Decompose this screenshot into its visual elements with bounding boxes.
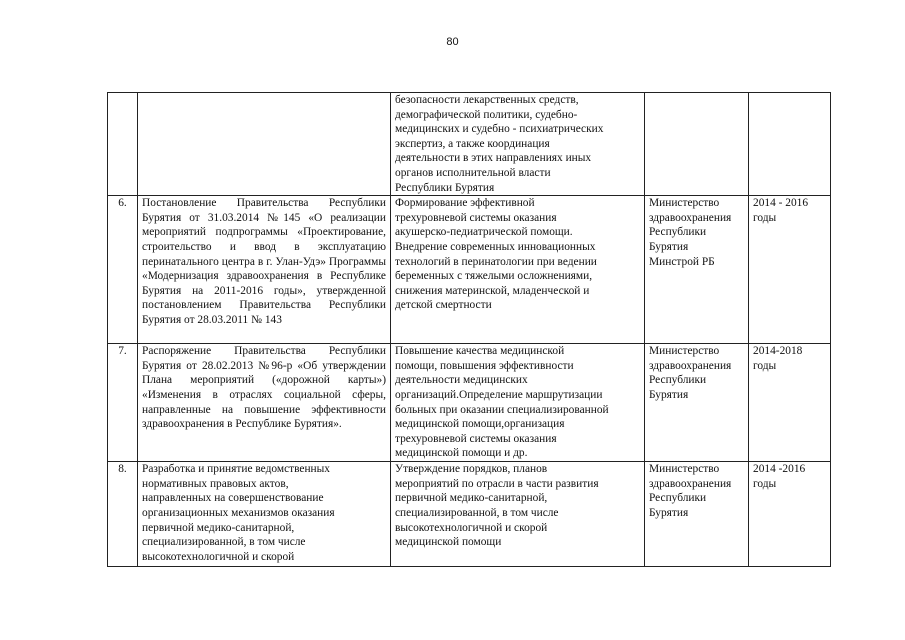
document-cell (138, 344, 391, 462)
document-text: Разработка и принятие ведомственных нормативных правовых актов, направленных на совершенствование организационных механизмов оказания первичной медико-санитарной, специализированной, в том числе высокотехнологичной и скорой (142, 463, 335, 563)
term-text: 2014 -2016 годы (753, 463, 806, 490)
document-text: Постановление Правительства Республики Бурятия от 31.03.2014 №145 «О реализации мероприятий подпрограммы «Проектирование, строительство и ввод в эксплуатацию перинатального центра в г. Улан-Удэ» Программы «Модернизация здравоохранения в Республике Бурятия на 2011-2016 годы», утвержденной постановлением Правительства Республики Бурятия от 28.03.2011 № 143 (142, 197, 386, 326)
goal-cell (391, 93, 645, 196)
document-cell (138, 196, 391, 344)
goal-text: Утверждение порядков, планов мероприятий по отрасли в части развития первичной медико-санитарной, специализированной, в том числе высокотехнологичной и скорой медицинской помощи (395, 463, 599, 549)
goal-cell (391, 344, 645, 462)
goal-cell (391, 196, 645, 344)
table-row (108, 462, 831, 567)
term-cell (749, 462, 831, 567)
executor-text: Министерство здравоохранения Республики Бурятия Минстрой РБ (649, 197, 732, 268)
table-row (108, 196, 831, 344)
term-text: 2014 - 2016 годы (753, 197, 809, 224)
term-cell (749, 196, 831, 344)
executor-cell (645, 196, 749, 344)
document-text: Распоряжение Правительства Республики Бурятия от 28.02.2013 №96-р «Об утверждении Плана мероприятий («дорожной карты») «Изменения в отраслях социальной сферы, направленные на повышение эффективности здравоохранения в Республике Бурятия». (142, 345, 386, 431)
goal-text: безопасности лекарственных средств, демографической политики, судебно- медицинских и судебно - психиатрических экспертиз, а также координация деятельности в этих направлениях иных органов исполнительной власти Республики Бурятия (395, 94, 604, 194)
row-number: 6. (108, 196, 138, 344)
goal-text: Повышение качества медицинской помощи, повышения эффективности деятельности медицинских организаций.Определение маршрутизации больных при оказании специализированной медицинской помощи,организация трехуровневой системы оказания медицинской помощи и др. (395, 345, 609, 460)
goal-cell (391, 462, 645, 567)
document-cell (138, 93, 391, 196)
term-text: 2014-2018 годы (753, 345, 803, 372)
executor-cell (645, 462, 749, 567)
term-cell (749, 344, 831, 462)
measures-table (107, 92, 831, 567)
executor-text: Министерство здравоохранения Республики Бурятия (649, 463, 732, 519)
row-number: 8. (108, 462, 138, 567)
executor-cell (645, 93, 749, 196)
executor-cell (645, 344, 749, 462)
table-row (108, 344, 831, 462)
goal-text: Формирование эффективной трехуровневой системы оказания акушерско-педиатрической помощи. Внедрение современных инновационных технологий в перинатологии при ведении беременных с тяжелыми осложнениями, снижения материнской, младенческой и детской смертности (395, 197, 597, 312)
row-number (108, 93, 138, 196)
executor-text: Министерство здравоохранения Республики Бурятия (649, 345, 732, 401)
page-number: 80 (446, 36, 459, 48)
term-cell (749, 93, 831, 196)
document-cell (138, 462, 391, 567)
table-row (108, 93, 831, 196)
row-number: 7. (108, 344, 138, 462)
